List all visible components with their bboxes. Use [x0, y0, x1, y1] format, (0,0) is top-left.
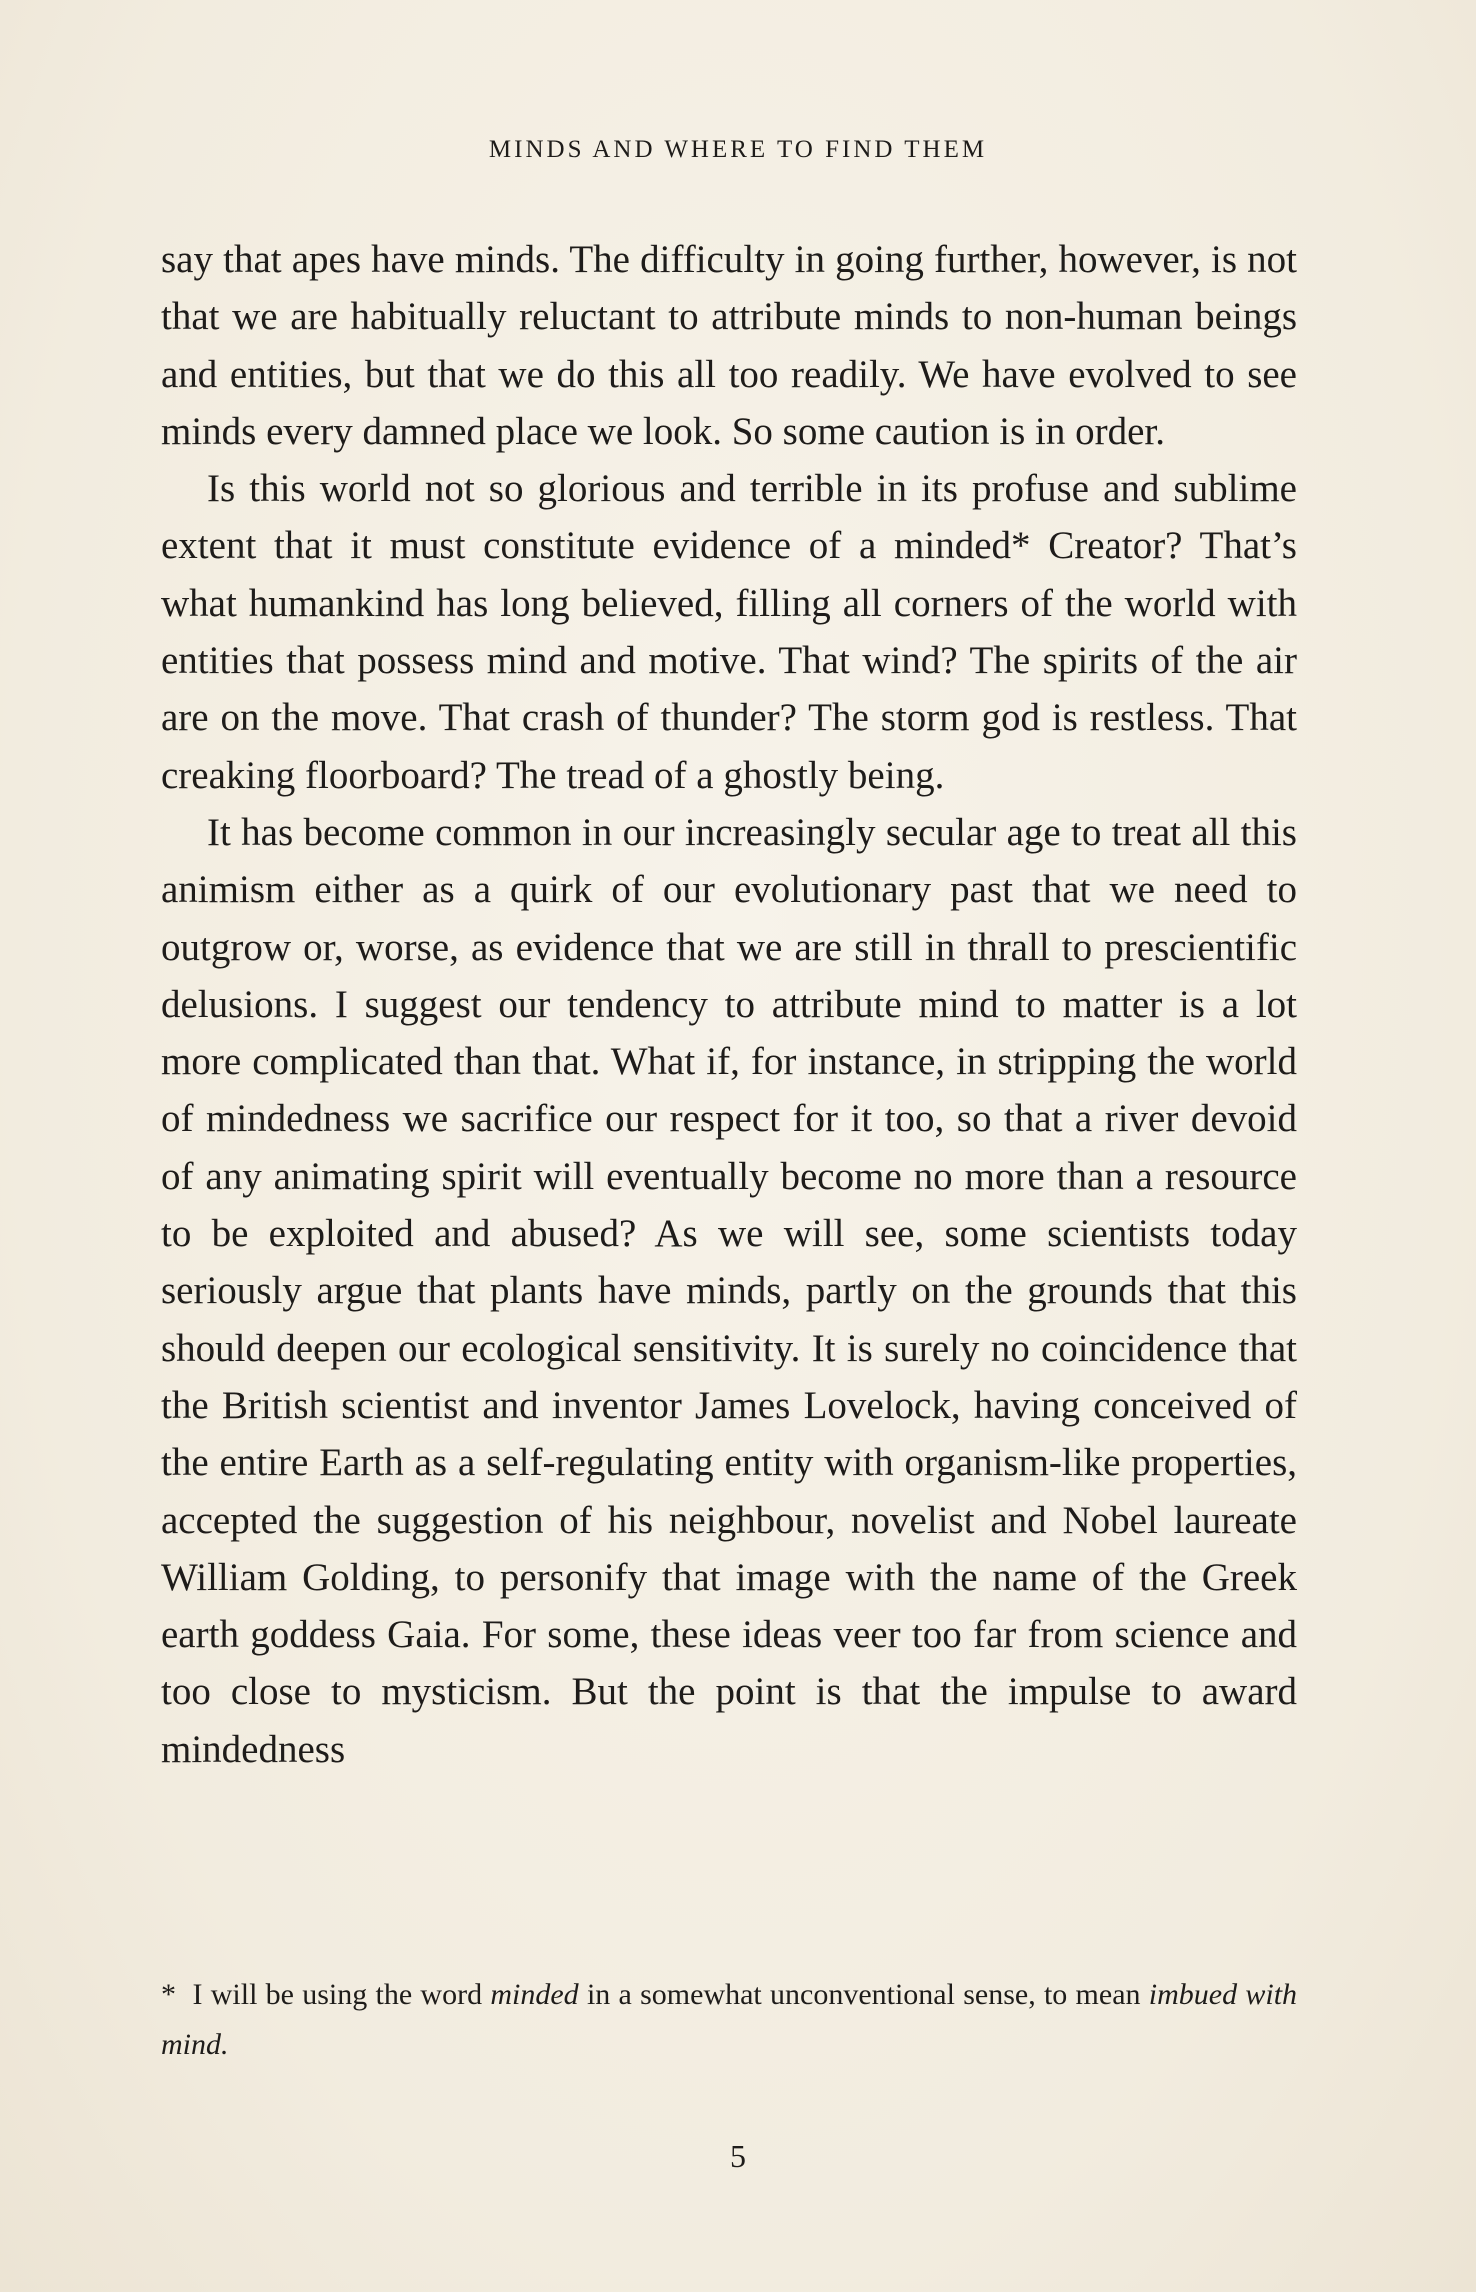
page-number: 5 [730, 2138, 746, 2174]
footnote [161, 1970, 1297, 2070]
footnote-text-middle: in a somewhat unconventional sense, to mean [586, 1978, 1141, 2011]
footnote-marker: * [161, 1978, 176, 2011]
running-head: MINDS AND WHERE TO FIND THEM [488, 136, 988, 163]
body-text [161, 231, 1297, 1778]
paragraph-2: Is this world not so glorious and terrible in its profuse and sublime extent that it must constitute evidence of a minded* Creator? That’s what humankind has long believed, filling all corners of the world with entities that possess mind and motive. That wind? The spirits of the air are on the move. That crash of thunder? The storm god is restless. That creaking floorboard? The tread of a ghostly being. [161, 467, 1297, 797]
paragraph-3: It has become common in our increasingly secular age to treat all this animism either as a quirk of our evolutionary past that we need to outgrow or, worse, as evidence that we are still in thrall to prescientific delusions. I suggest our tendency to attribute mind to matter is a lot more complicated than that. What if, for instance, in stripping the world of mindedness we sacrifice our respect for it too, so that a river devoid of any animating spirit will eventually become no more than a resource to be exploited and abused? As we will see, some scientists today seriously argue that plants have minds, partly on the grounds that this should deepen our ecological sensitivity. It is surely no coincidence that the British scientist and inventor James Lovelock, having conceived of the entire Earth as a self-regulating entity with organism-like properties, accepted the suggestion of his neighbour, novelist and Nobel laureate William Golding, to personify that image with the name of the Greek earth goddess Gaia. For some, these ideas veer too far from science and too close to mysticism. But the point is that the impulse to award mindedness [161, 810, 1297, 1771]
footnote-definition: imbued with mind. [161, 1978, 1298, 2061]
footnote-text-before: I will be using the word [192, 1978, 483, 2011]
paragraph-1: say that apes have minds. The difficulty in going further, however, is not that we are habitually reluctant to attribute minds to non-human beings and entities, but that we do this all too readily. We have evolved to see minds every damned place we look. So some caution is in order. [161, 238, 1297, 453]
footnote-term: minded [490, 1978, 579, 2011]
